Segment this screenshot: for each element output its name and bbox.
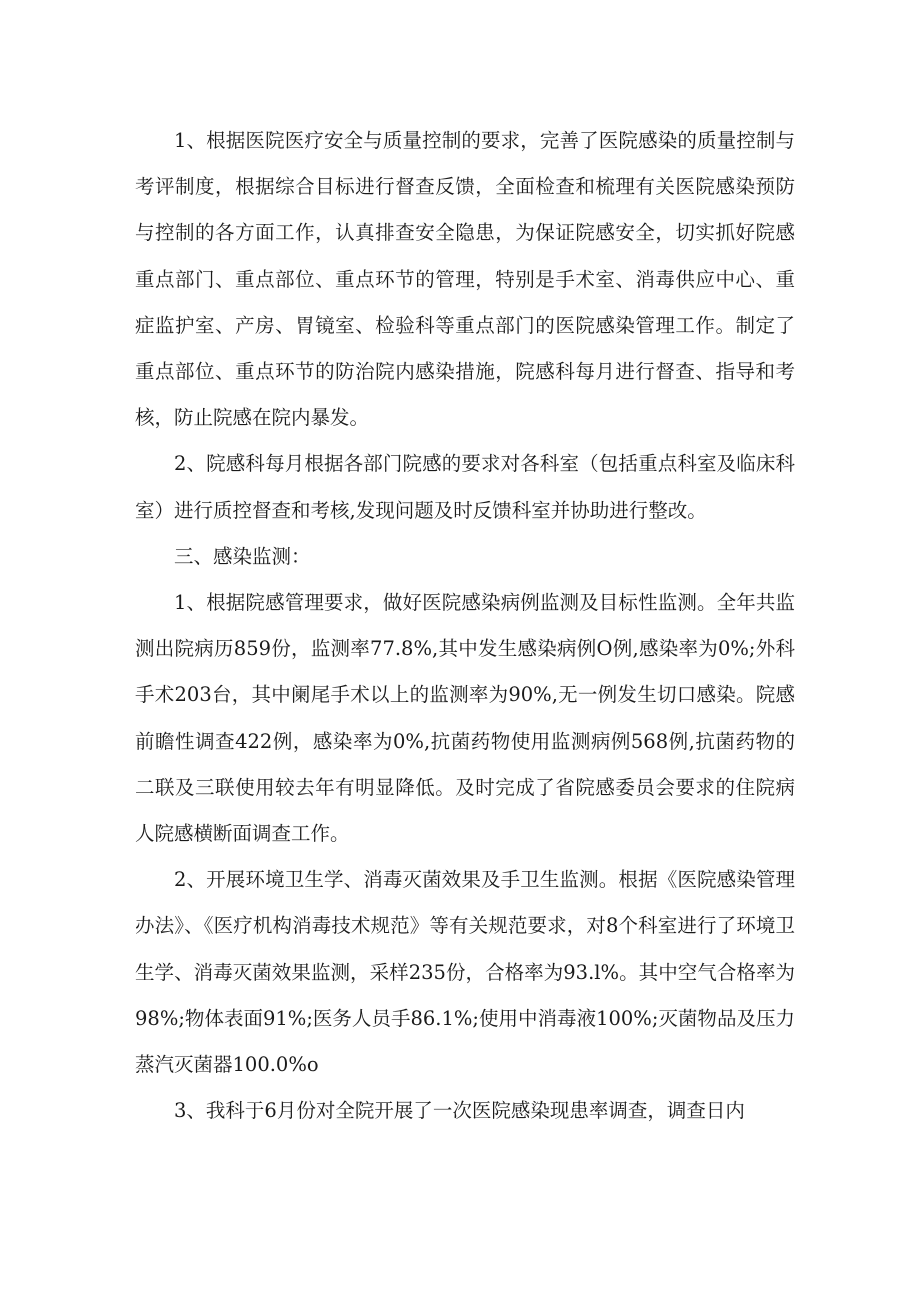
paragraph-monthly-inspection: 2、院感科每月根据各部门院感的要求对各科室（包括重点科室及临床科室）进行质控督查和考核,发现问题及时反馈科室并协助进行整改。 [135, 452, 795, 522]
paragraph-case-monitoring: 1、根据院感管理要求，做好医院感染病例监测及目标性监测。全年共监测出院病历859份，监测率77.8%,其中发生感染病例O例,感染率为0%;外科手术203台，其中阑尾手术以上的监测率为90%,无一例发生切口感染。院感前瞻性调查422例，感染率为0%,抗菌药物使用监测病例568例,抗菌药物的二联及三联使用较去年有明显降低。及时完成了省院感委员会要求的住院病人院感横断面调查工作。 [135, 591, 795, 846]
document-body [135, 118, 795, 1134]
section-heading-infection-monitoring: 三、感染监测： [174, 544, 311, 568]
paragraph-quality-control: 1、根据医院医疗安全与质量控制的要求，完善了医院感染的质量控制与考评制度，根据综合目标进行督查反馈，全面检查和梳理有关医院感染预防与控制的各方面工作，认真排查安全隐患，为保证院感安全，切实抓好院感重点部门、重点部位、重点环节的管理，特别是手术室、消毒供应中心、重症监护室、产房、胃镜室、检验科等重点部门的医院感染管理工作。制定了重点部位、重点环节的防治院内感染措施，院感科每月进行督查、指导和考核，防止院感在院内暴发。 [135, 129, 795, 430]
paragraph-environment-monitoring: 2、开展环境卫生学、消毒灭菌效果及手卫生监测。根据《医院感染管理办法》、《医疗机构消毒技术规范》等有关规范要求，对8个科室进行了环境卫生学、消毒灭菌效果监测，采样235份，合格率为93.l%。其中空气合格率为98%;物体表面91%;医务人员手86.1%;使用中消毒液100%;灭菌物品及压力蒸汽灭菌器100.0%o [135, 868, 795, 1077]
paragraph-prevalence-survey: 3、我科于6月份对全院开展了一次医院感染现患率调查，调查日内 [174, 1099, 745, 1123]
